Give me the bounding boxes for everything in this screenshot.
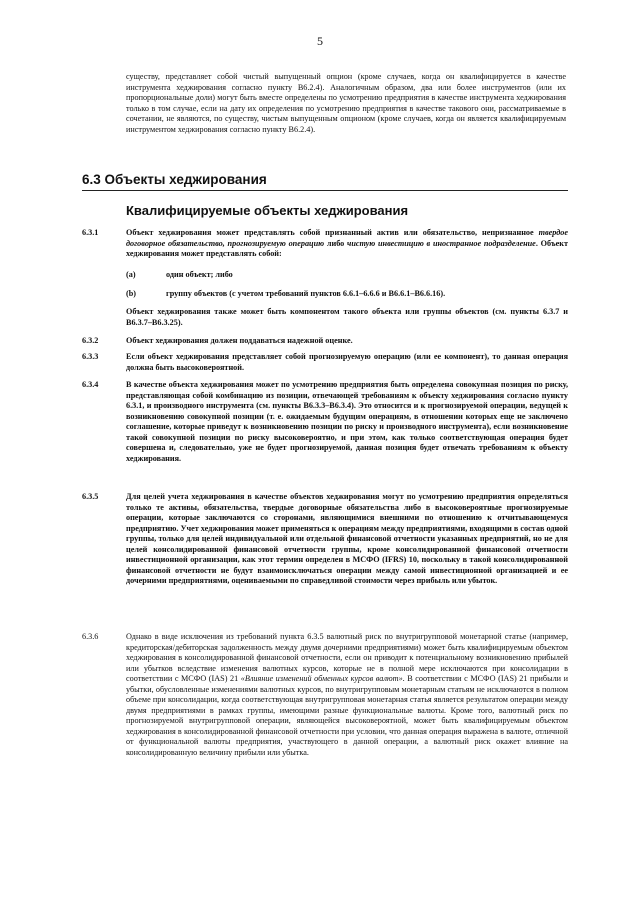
subsection-heading: Квалифицируемые объекты хеджирования: [126, 203, 409, 218]
paragraph-text: Если объект хеджирования представляет собой прогнозируемую операцию (или ее компонент), то данная операция должна быть высоковероятной.: [126, 352, 568, 372]
paragraph-6-3-3: [82, 352, 568, 374]
section-rule: [82, 190, 568, 191]
paragraph-number: 6.3.4: [82, 380, 99, 389]
paragraph-number: 6.3.2: [82, 336, 99, 345]
section-heading: 6.3 Объекты хеджирования: [82, 172, 267, 187]
list-item: [82, 270, 568, 282]
list-item-text: группу объектов (с учетом требований пунктов 6.6.1–6.6.6 и B6.6.1–B6.6.16).: [166, 289, 446, 298]
paragraph-text: Объект хеджирования должен поддаваться надежной оценке.: [126, 336, 353, 345]
paragraph-text: Объект хеджирования может представлять собой признанный актив или обязательство, непризнанное твердое договорное обязательство, прогнозируемую операцию либо чистую инвестицию в иностранное подразделение. Объект хеджирования может представлять собой:: [126, 228, 568, 258]
paragraph-6-3-1-tail: Объект хеджирования также может быть компонентом такого объекта или группы объектов (см. пункты 6.3.7 и B6.3.7–B6.3.25).: [126, 307, 568, 327]
paragraph-number: 6.3.6: [82, 632, 99, 641]
paragraph-text: Однако в виде исключения из требований пункта 6.3.5 валютный риск по внутригрупповой монетарной статье (например, кредиторская/дебиторская задолженность между двумя дочерними предприятиями) может быть квалифицируемым объектом хеджирования в консолидированной финансовой отчетности, если он приводит к потенциальному возникновению прибылей или убытков вследствие изменения валютных курсов, которые не в полной мере исключаются при консолидации в соответствии с МСФО (IAS) 21 «Влияние изменений обменных курсов валют». В соответствии с МСФО (IAS) 21 прибыли и убытки, обусловленные изменениями валютных курсов, по внутригрупповым монетарным статьям не исключаются в полном объеме при консолидации, когда соответствующая внутригрупповая монетарная статья является результатом операции между двумя предприятиями в рамках группы, имеющими разные функциональные валюты. Кроме того, валютный риск по прогнозируемой внутригрупповой операции, являющейся высоковероятной, может быть квалифицируемым объектом хеджирования в консолидированной финансовой отчетности при условии, что данная операция выражена в валюте, отличной от функциональной валюты предприятия, участвующего в данной операции, а валютный риск окажет влияние на консолидированную величину прибыли или убытка.: [126, 632, 568, 757]
paragraph-number: 6.3.3: [82, 352, 99, 361]
paragraph-text: В качестве объекта хеджирования может по усмотрению предприятия быть определена совокупная позиция по риску, представляющая собой комбинацию из позиции, отвечающей требованиям к объекту хеджирования согласно пункту 6.3.1, и производного инструмента (см. пункты B6.3.3–B6.3.4). Это относится и к прогнозируемой операции, ведущей к возникновению совокупной позиции (т. е. ожидаемым будущим операциям, в отношении которых еще не заключено соглашение, которые приведут к возникновению позиции по риску и производного инструмента), если возникновение такой совокупной позиции по риску высоковероятно, и при этом, как только соответствующая операция будет совершена и, следовательно, уже не будет прогнозируемой, данная позиция будет отвечать требованиям к объекту хеджирования.: [126, 380, 568, 463]
paragraph-6-3-5: [82, 492, 568, 627]
paragraph-number: 6.3.5: [82, 492, 99, 501]
paragraph-6-3-4: [82, 380, 568, 484]
list-item-letter: (b): [126, 289, 137, 298]
page-number: 5: [317, 34, 323, 48]
paragraph-number: 6.3.1: [82, 228, 99, 237]
paragraph-6-3-6: [82, 632, 568, 822]
list-item-text: один объект; либо: [166, 270, 233, 279]
list-item: [82, 289, 568, 301]
intro-paragraph: существу, представляет собой чистый выпущенный опцион (кроме случаев, когда он квалифицируется в качестве инструмента хеджирования согласно пункту B6.2.4). Аналогичным образом, два или более инструментов (или их пропорциональные доли) могут быть вместе определены по усмотрению предприятия в качестве инструмента хеджирования только в том случае, если на дату их определения по усмотрению предприятия в качестве такового они, рассматриваемые в сочетании, не являются, по существу, чистым выпущенным опционом (кроме случаев, когда он является квалифицируемым инструментом хеджирования согласно пункту B6.2.4).: [126, 72, 566, 134]
paragraph-6-3-2: [82, 336, 568, 348]
paragraph-text: Для целей учета хеджирования в качестве объектов хеджирования могут по усмотрению предприятия определяться только те активы, обязательства, твердые договорные обязательства либо в высоковероятные прогнозируемые операции, которые заключаются со сторонами, являющимися внешними по отношению к отчитывающемуся предприятию. Учет хеджирования может применяться к операциям между предприятиями, входящими в состав одной группы, только для целей индивидуальной или отдельной финансовой отчетности указанных предприятий, но не для целей консолидированной финансовой отчетности группы, кроме консолидированной финансовой отчетности инвестиционной организации, как этот термин определен в МСФО (IFRS) 10, поскольку в такой консолидированной финансовой отчетности не будут взаимоисключаться операции между самой инвестиционной организацией и ее дочерними предприятиями, оцениваемыми по справедливой стоимости через прибыль или убыток.: [126, 492, 568, 585]
list-item-letter: (a): [126, 270, 136, 279]
